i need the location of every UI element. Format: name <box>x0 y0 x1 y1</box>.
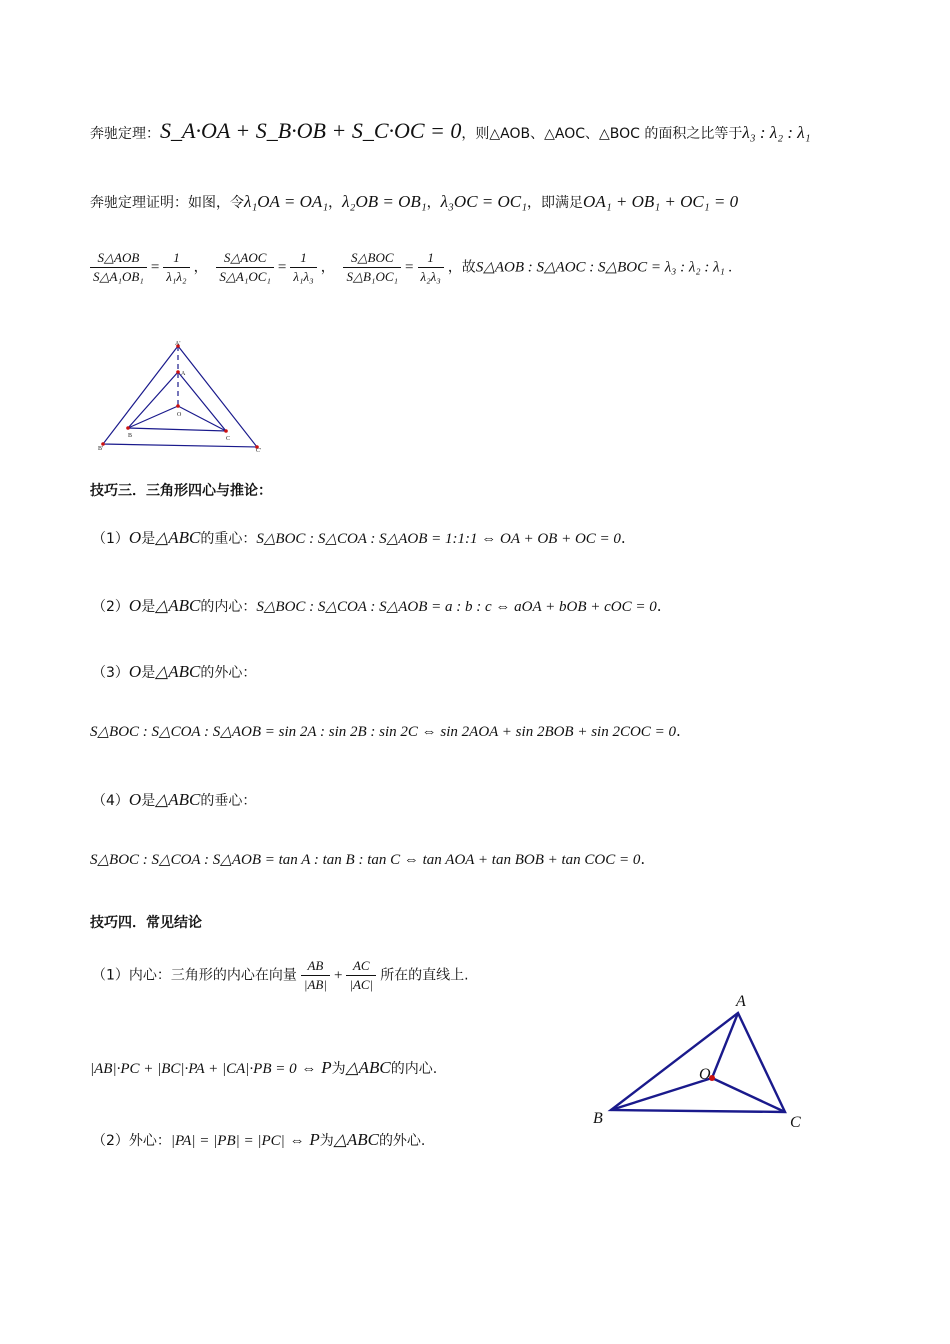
conclusion-incenter-vector: （1）内心：三角形的内心在向量 $\frac{AB}{|AB|}$ + $\frac{AC}{|AC|}$ 所在的直线上. <box>92 958 469 992</box>
outer-triangle <box>103 346 257 447</box>
incenter-condition-formula: |AB|·PC + |BC|·PA + |CA|·PB = 0 <box>90 1061 297 1077</box>
statement-centroid: （1）O是△ABC的重心：S△BOC : S△COA : S△AOB = 1:1:1 ⇔ OA + OB + OC = 0. <box>92 528 626 547</box>
section-heading-4: 技巧四．常见结论 <box>90 915 202 931</box>
proof-f1: λ₁OA = OA₁ <box>244 192 329 211</box>
incenter-formula: S△BOC : S△COA : S△AOB = a : b : c ⇔ aOA + bOB + cOC = 0 <box>256 599 657 615</box>
benz-ratio: λ₃ : λ₂ : λ₁ <box>742 123 811 142</box>
centroid-formula: S△BOC : S△COA : S△AOB = 1:1:1 ⇔ OA + OB + OC = 0 <box>256 531 621 547</box>
unit-vector-ac: $\frac{AC}{|AC|}$ <box>346 958 376 993</box>
circumcenter-formula: S△BOC : S△COA : S△AOB = sin 2A : sin 2B : sin 2C ⇔ sin 2AOA + sin 2BOB + sin 2COC = 0 <box>90 724 676 740</box>
proof-label: 奔驰定理证明：如图，令 <box>90 195 244 211</box>
label-o: O <box>177 412 182 418</box>
benz-theorem-label: 奔驰定理： <box>90 126 160 142</box>
label-c: C <box>226 436 231 442</box>
benz-ratio-text: ，则△AOB、△AOC、△BOC 的面积之比等于 <box>461 126 743 142</box>
gu-text: ，故 <box>447 259 476 276</box>
proof-f4: OA₁ + OB₁ + OC₁ = 0 <box>583 192 739 211</box>
proof-mid: ，即满足 <box>527 195 584 211</box>
statement-circumcenter: （3）O是△ABC的外心： <box>92 662 257 681</box>
label-c-prime: C' <box>256 448 262 454</box>
unit-vector-ab: $\frac{AB}{|AB|}$ <box>301 958 330 993</box>
fraction-2: $\frac{\text{S△AOC}}{\text{S△A₁OC₁}}$ <box>216 250 274 285</box>
incenter-figure <box>585 985 815 1135</box>
label-a-prime: A' <box>175 341 181 347</box>
conclusion-incenter-condition: |AB|·PC + |BC|·PA + |CA|·PB = 0 ⇔ P为△ABC的内心. <box>90 1058 438 1077</box>
label-b: B <box>128 433 133 439</box>
label-a: A <box>181 371 186 377</box>
orthocenter-formula-line: S△BOC : S△COA : S△AOB = tan A : tan B : tan C ⇔ tan AOA + tan BOB + tan COC = 0. <box>90 850 646 868</box>
circumcenter-condition-formula: |PA| = |PB| = |PC| <box>170 1133 285 1149</box>
statement-incenter: （2）O是△ABC的内心：S△BOC : S△COA : S△AOB = a : b : c ⇔ aOA + bOB + cOC = 0. <box>92 596 662 615</box>
label-c: C <box>790 1114 801 1131</box>
fraction-1: $\frac{\text{S△AOB}}{\text{S△A₁OB₁}}$ <box>90 250 147 285</box>
label-b-prime: B' <box>98 446 104 452</box>
benz-proof-line: 奔驰定理证明：如图，令λ₁OA = OA₁，λ₂OB = OB₁，λ₃OC = OC₁，即满足OA₁ + OB₁ + OC₁ = 0 <box>90 192 739 211</box>
benz-formula: S_A·OA + S_B·OB + S_C·OC = 0 <box>160 118 462 143</box>
statement-orthocenter: （4）O是△ABC的垂心： <box>92 790 257 809</box>
benz-theorem-statement <box>90 118 811 144</box>
benz-figure <box>95 340 270 455</box>
label-o: O <box>699 1066 711 1083</box>
triangle-abc <box>611 1013 785 1112</box>
fraction-1-rhs: $\frac{1}{\text{λ₁λ₂}}$ <box>163 250 189 285</box>
proof-f3: λ₃OC = OC₁ <box>440 192 528 211</box>
fraction-3-rhs: $\frac{1}{\text{λ₂λ₃}}$ <box>418 250 444 285</box>
label-b: B <box>593 1110 603 1127</box>
conclusion-circumcenter: （2）外心：|PA| = |PB| = |PC| ⇔ P为△ABC的外心. <box>92 1130 426 1149</box>
area-ratio-line: $\frac{\text{S△AOB}}{\text{S△A₁OB₁}}$ = $\frac{1}{\text{λ₁λ₂}}$ ， $\frac{\text{S△AOC}}{\text{S△A₁OC₁}}$ = $\frac{1}{\text{λ₁λ₃}}$ ， $\frac{\text{S△BOC}}{\text{S△B₁OC₁}}$ = $\frac{1}{\text{λ₂λ₃}}$ ，故S△AOB : S△AOC : S△BOC = λ₃ : λ₂ : λ₁ . <box>86 250 732 285</box>
section-heading-3: 技巧三．三角形四心与推论： <box>90 483 272 499</box>
fraction-3: $\frac{\text{S△BOC}}{\text{S△B₁OC₁}}$ <box>343 250 401 285</box>
circumcenter-formula-line: S△BOC : S△COA : S△AOB = sin 2A : sin 2B : sin 2C ⇔ sin 2AOA + sin 2BOB + sin 2COC = 0. <box>90 722 681 740</box>
proof-f2: λ₂OB = OB₁ <box>342 192 427 211</box>
label-a: A <box>736 993 746 1010</box>
area-ratio-result: S△AOB : S△AOC : S△BOC = λ₃ : λ₂ : λ₁ . <box>475 259 733 276</box>
fraction-2-rhs: $\frac{1}{\text{λ₁λ₃}}$ <box>290 250 316 285</box>
orthocenter-formula: S△BOC : S△COA : S△AOB = tan A : tan B : tan C ⇔ tan AOA + tan BOB + tan COC = 0 <box>90 852 641 868</box>
